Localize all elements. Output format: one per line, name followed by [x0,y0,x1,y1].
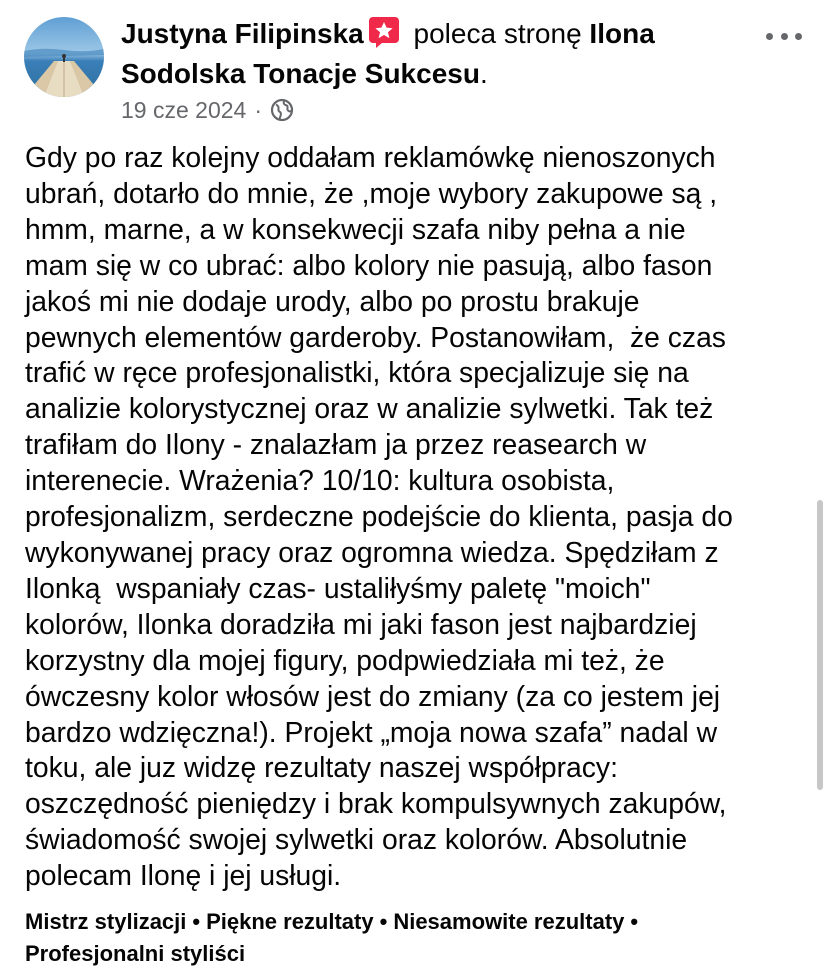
tag-item[interactable]: Mistrz stylizacji [25,909,187,934]
post-body-line: Gdy po raz kolejny oddałam reklamówkę nienoszonych [25,141,716,173]
globe-icon[interactable] [270,98,294,122]
post-body-line: trafiłam do Ilony - znalazłam ja przez reasearch w [25,428,647,461]
post-body-line: analizie kolorystycznej oraz w analizie sylwetki. Tak też [25,392,714,425]
post-body-line: pewnych elementów garderoby. Postanowiłam, że czas [25,320,726,353]
tags-row [25,906,815,970]
meta-separator: · [254,97,262,123]
tag-separator: • [630,909,639,934]
post-body-line: profesjonalizm, serdeczne podejście do klienta, pasja do [25,500,733,533]
recommends-verb: poleca stronę [413,18,582,49]
tag-separator: • [192,909,201,934]
more-dot-icon [766,33,773,40]
post-body-line: ubrań, dotarło do mnie, że ,moje wybory zakupowe są , [25,176,718,209]
post-body-line: trafić w ręce profesjonalistki, która specjalizuje się na [25,356,689,389]
post-body-line: toku, ale juz widzę rezultaty naszej współpracy: [25,751,618,784]
post-body-line: interenecie. Wrażenia? 10/10: kultura osobista, [25,464,615,497]
post-body-line: bardzo wdzięczna!). Projekt „moja nowa szafa” nadal w [25,715,718,748]
tag-separator: • [379,909,388,934]
post-meta [121,94,294,126]
author-avatar[interactable] [24,17,104,97]
post-body-line: wykonywanej pracy oraz ogromna wiedza. Spędziłam z [25,535,719,568]
star-badge-icon [368,16,400,48]
post-body-line: polecam Ilonę i jej usługi. [25,859,342,892]
tag-item[interactable]: Profesjonalni styliści [25,941,246,966]
post-body-line: mam się w co ubrać: albo kolory nie pasują, albo fason [25,248,713,281]
author-name[interactable]: Justyna Filipinska [121,18,364,49]
post-body-line: oszczędność pieniędzy i brak kompulsywnych zakupów, [25,787,727,820]
more-options-button[interactable] [766,24,802,48]
post-body-line: kolorów, Ilonka doradziła mi jaki fason jest najbardziej [25,607,697,640]
more-dot-icon [795,33,802,40]
post-body-line: hmm, marne, a w konsekwecji szafa niby pełna a nie [25,212,686,245]
post-body-line: ówczesny kolor włosów jest do zmiany (za co jestem jej [25,679,721,712]
post-body-line: korzystny dla mojej figury, podpwiedziała mi też, że [25,643,665,676]
tag-item[interactable]: Piękne rezultaty [206,909,374,934]
scrollbar-thumb[interactable] [817,500,823,790]
header-period: . [479,58,488,89]
more-dot-icon [781,33,788,40]
tag-item[interactable]: Niesamowite rezultaty [393,909,625,934]
post-body [25,140,815,894]
post-body-line: Ilonką wspaniały czas- ustaliłyśmy paletę "moich" [25,571,651,604]
post-body-line: jakoś mi nie dodaje urody, albo po prostu brakuje [25,284,640,317]
page-name-link[interactable]: Ilona Sodolska Tonacje Sukcesu [121,18,655,89]
post-header [121,14,741,94]
post-body-line: świadomość swojej sylwetki oraz kolorów. Absolutnie [25,823,688,856]
post-date[interactable]: 19 cze 2024 [121,97,247,123]
